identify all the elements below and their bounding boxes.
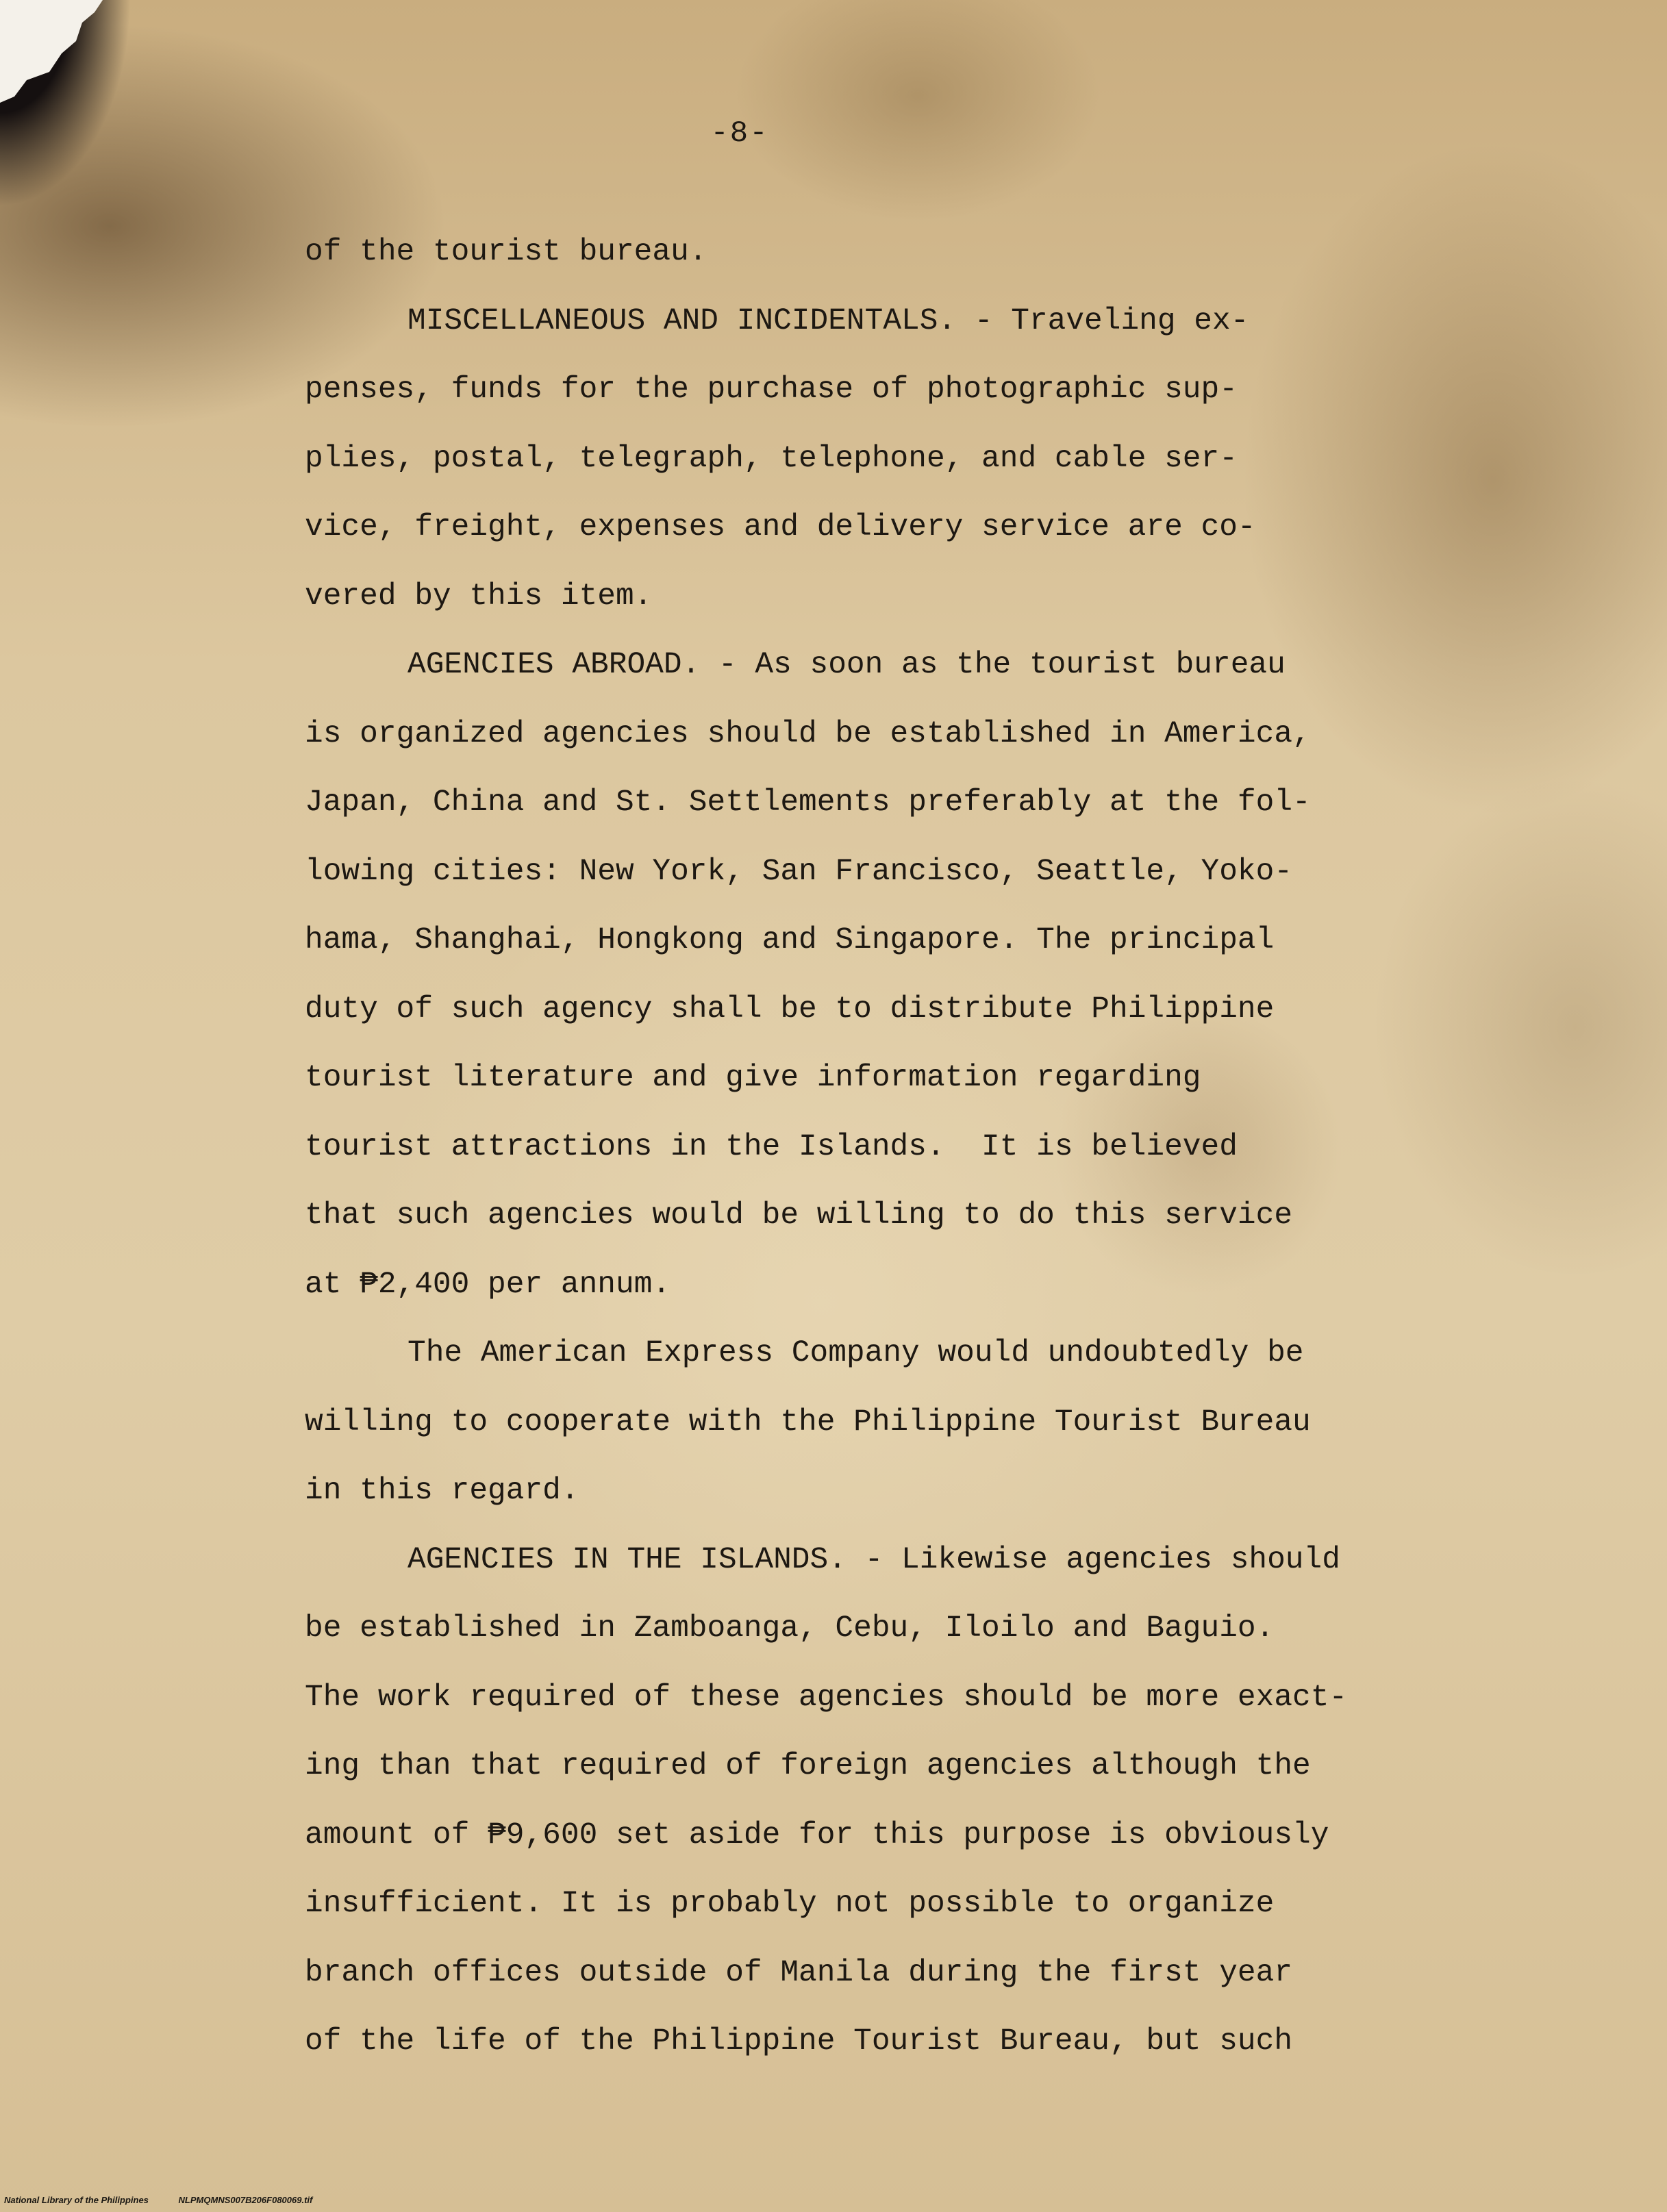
page-number: -8-	[710, 116, 769, 151]
text-line: insufficient. It is probably not possible to organize	[305, 1887, 1275, 1921]
text-line: Japan, China and St. Settlements preferably at the fol-	[305, 785, 1311, 820]
text-line: penses, funds for the purchase of photographic sup-	[305, 373, 1238, 407]
text-line: that such agencies would be willing to do this service	[305, 1198, 1293, 1233]
text-line: AGENCIES IN THE ISLANDS. - Likewise agencies should	[408, 1542, 1340, 1577]
text-line: vered by this item.	[305, 579, 653, 614]
library-credit: National Library of the Philippines	[4, 2195, 149, 2205]
text-line: is organized agencies should be established in America,	[305, 716, 1311, 751]
text-line: MISCELLANEOUS AND INCIDENTALS. - Traveling ex-	[408, 303, 1249, 338]
text-line: be established in Zamboanga, Cebu, Iloilo and Baguio.	[305, 1611, 1275, 1646]
text-line: hama, Shanghai, Hongkong and Singapore. The principal	[305, 923, 1275, 957]
text-line: The American Express Company would undoubtedly be	[408, 1336, 1304, 1370]
text-line: at ₱2,400 per annum.	[305, 1267, 671, 1302]
text-line: willing to cooperate with the Philippine Tourist Bureau	[305, 1405, 1311, 1440]
text-line: lowing cities: New York, San Francisco, Seattle, Yoko-	[305, 854, 1293, 889]
text-line: AGENCIES ABROAD. - As soon as the tourist bureau	[408, 648, 1286, 682]
text-line: of the life of the Philippine Tourist Bureau, but such	[305, 2024, 1293, 2059]
scan-footer	[4, 2195, 312, 2205]
text-line: tourist attractions in the Islands. It is believed	[305, 1129, 1238, 1164]
file-identifier: NLPMQMNS007B206F080069.tif	[178, 2195, 313, 2205]
text-line: plies, postal, telegraph, telephone, and cable ser-	[305, 441, 1238, 476]
text-line: amount of ₱9,600 set aside for this purpose is obviously	[305, 1818, 1329, 1852]
text-line: tourist literature and give information regarding	[305, 1061, 1201, 1095]
text-line: vice, freight, expenses and delivery service are co-	[305, 510, 1256, 544]
body-text	[305, 218, 1483, 2076]
text-line: of the tourist bureau.	[305, 235, 707, 269]
text-line: ing than that required of foreign agencies although the	[305, 1749, 1311, 1783]
text-line: in this regard.	[305, 1474, 579, 1508]
text-line: The work required of these agencies should be more exact-	[305, 1680, 1348, 1715]
text-line: branch offices outside of Manila during the first year	[305, 1955, 1293, 1990]
text-line: duty of such agency shall be to distribute Philippine	[305, 992, 1275, 1027]
